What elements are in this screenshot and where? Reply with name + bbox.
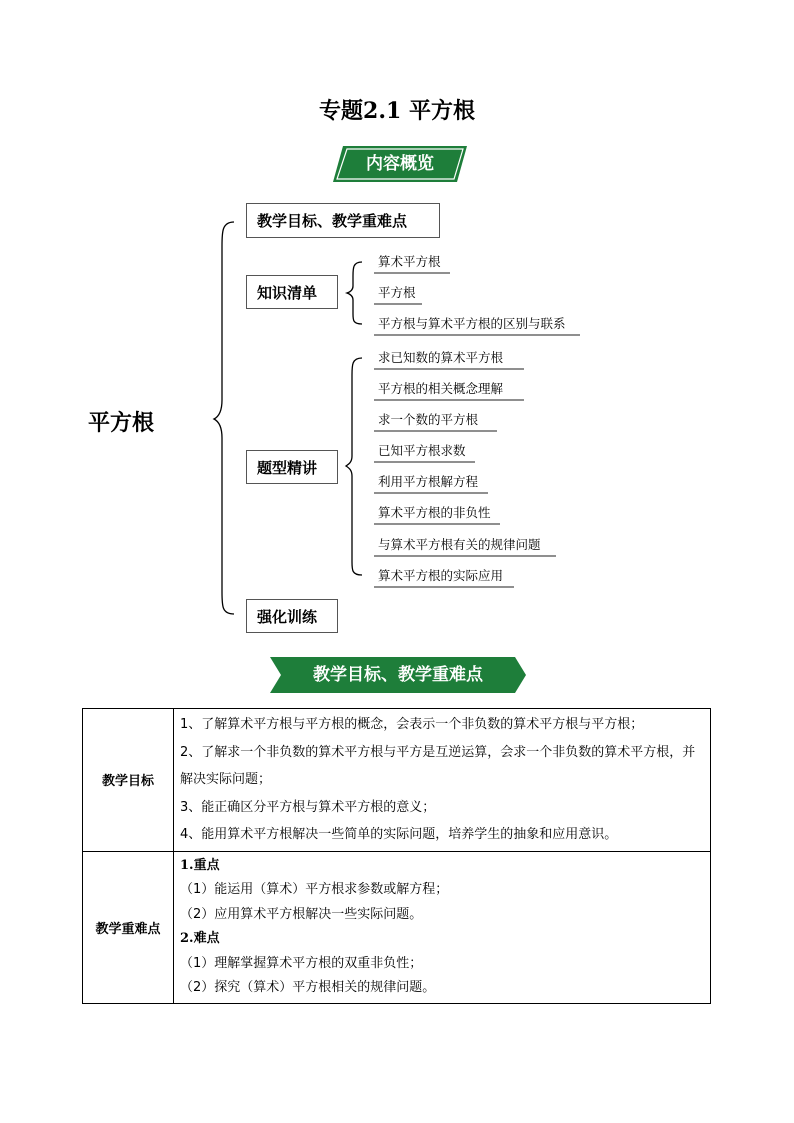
key-points-heading-text: 1.重点 — [180, 857, 220, 873]
question-type-item: 算术平方根的实际应用 — [374, 566, 514, 588]
section-box-question-types — [246, 450, 338, 484]
knowledge-item: 平方根与算术平方根的区别与联系 — [374, 314, 580, 336]
section-box-goals — [246, 203, 440, 238]
table-row — [83, 709, 711, 852]
question-type-item: 算术平方根的非负性 — [374, 503, 500, 525]
key-point-line: （1）能运用（算术）平方根求参数或解方程； — [180, 882, 449, 897]
key-points-heading — [180, 854, 704, 879]
knowledge-item: 平方根 — [374, 283, 422, 305]
goals-banner — [270, 657, 526, 693]
section-box-training — [246, 599, 338, 633]
row-body — [174, 851, 711, 1003]
difficult-points-heading-text: 2.难点 — [180, 931, 220, 946]
goals-table — [82, 708, 711, 1004]
table-row — [83, 851, 711, 1003]
question-type-item: 利用平方根解方程 — [374, 472, 488, 494]
question-type-item: 已知平方根求数 — [374, 441, 475, 463]
section-label: 教学目标、教学重难点 — [257, 212, 408, 230]
row-body — [174, 709, 711, 852]
question-type-item: 求已知数的算术平方根 — [374, 348, 524, 370]
key-point-line: （2）应用算术平方根解决一些实际问题。 — [180, 906, 423, 922]
difficult-point-line: （2）探究（算术）平方根相关的规律问题。 — [180, 980, 436, 995]
question-type-item: 求一个数的平方根 — [374, 410, 497, 432]
section-label: 知识清单 — [257, 283, 318, 302]
goals-banner-label: 教学目标、教学重难点 — [313, 665, 483, 685]
difficult-points-heading — [180, 927, 704, 952]
question-type-item: 平方根的相关概念理解 — [374, 379, 524, 401]
knowledge-item: 算术平方根 — [374, 252, 450, 274]
page-title: 专题2.1 平方根 — [319, 98, 475, 124]
goal-line: 2、了解求一个非负数的算术平方根与平方是互逆运算，会求一个非负数的算术平方根，并解决实际问题； — [180, 744, 696, 787]
row-header: 教学重难点 — [83, 851, 174, 1003]
mindmap-root: 平方根 — [88, 411, 155, 436]
goal-line: 1、了解算术平方根与平方根的概念，会表示一个非负数的算术平方根与平方根； — [180, 717, 644, 732]
question-type-item: 与算术平方根有关的规律问题 — [374, 535, 556, 557]
goal-line: 3、能正确区分平方根与算术平方根的意义； — [180, 799, 436, 815]
section-box-knowledge — [246, 275, 338, 309]
row-header: 教学目标 — [83, 709, 174, 852]
difficult-point-line: （1）理解掌握算术平方根的双重非负性； — [180, 955, 423, 971]
section-label: 题型精讲 — [257, 458, 318, 477]
goal-line: 4、能用算术平方根解决一些简单的实际问题，培养学生的抽象和应用意识。 — [180, 827, 618, 842]
section-label: 强化训练 — [257, 607, 318, 626]
overview-banner-label: 内容概览 — [366, 154, 434, 174]
